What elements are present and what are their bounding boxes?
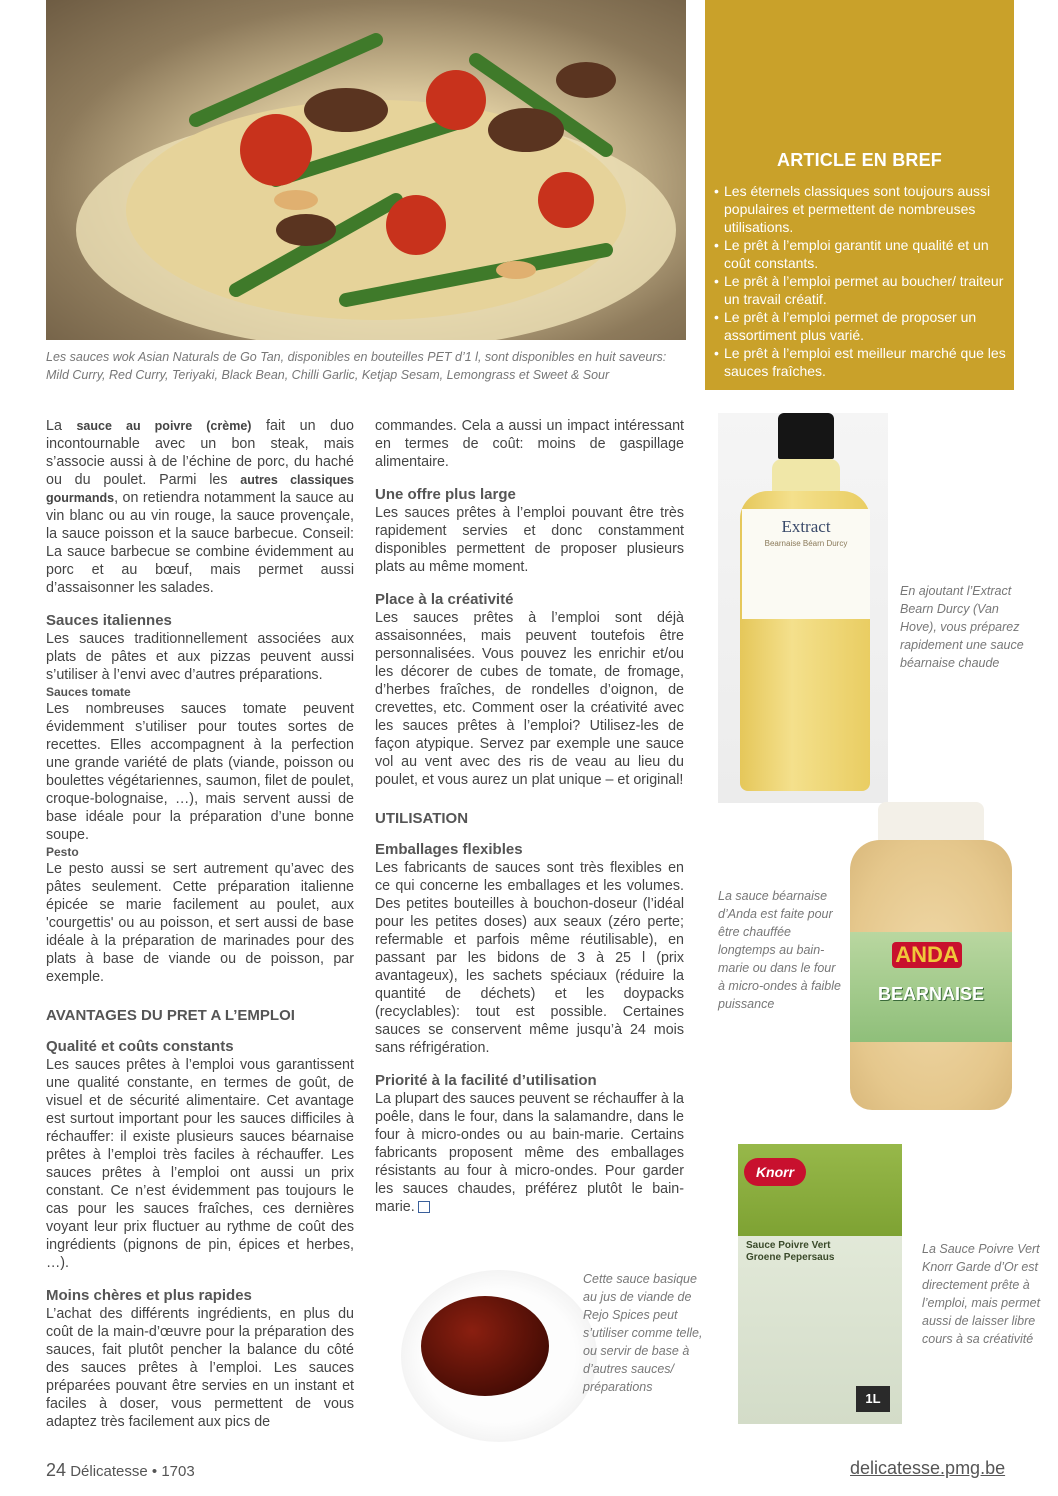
bottle-label-title: Extract: [781, 517, 831, 536]
minor-heading: Sauces tomate: [46, 685, 131, 699]
page-number: 24: [46, 1460, 67, 1480]
subheading: Priorité à la facilité d’utilisation: [375, 1072, 597, 1089]
paragraph: commandes. Cela a aussi un impact intéressant en termes de coût: moins de gaspillage alimentaire.: [375, 418, 684, 470]
subheading: Place à la créativité: [375, 591, 514, 608]
summary-item: • Le prêt à l’emploi garantit une qualité et un coût constants.: [714, 236, 1010, 272]
anda-caption: La sauce béarnaise d’Anda est faite pour être chauffée longtemps au bain-marie ou dans le four à micro-ondes à faible puissance: [718, 889, 841, 1011]
sauce-bowl-photo: [395, 1258, 600, 1448]
subheading: Sauces italiennes: [46, 612, 172, 629]
article-summary-box: [705, 0, 1014, 390]
paragraph: Les sauces prêtes à l’emploi sont déjà assaisonnées, mais peuvent toutefois être personnalisées. Vous pouvez les enrichir et/ou les décorer de cubes de tomate, de fromage, d’herbes fraîches, de rondelles d’oignon, de crevettes, etc. Comment oser la créativité avec les sauces prêtes à l’emploi? Utilisez-les de façon atypique. Servez par exemple une sauce vol au vent avec des ris de veau au lieu du poulet, et vous aurez un plat unique – et original!: [375, 610, 684, 788]
paragraph: L’achat des différents ingrédients, en plus du coût de la main-d’œuvre pour la préparation des sauces, fait plutôt pencher la balance du côté des sauces prêtes à l’emploi. Les sauces préparées pouvant être servies en un instant et faciles à doser, vous permettent de vous adaptez très facilement aux pics de: [46, 1306, 354, 1430]
paragraph: Les sauces prêtes à l’emploi vous garantissent une qualité constante, en termes de goût, de visuel et de sécurité alimentaire. Cet avantage est surtout important pour les sauces difficiles à réchauffer: il existe plusieurs sauces béarnaise prêtes à l’emploi très faciles à réchauffer. Les sauces prêtes à l’emploi ont aussi un prix constant. Ce n’est évidemment pas toujours le cas pour les sauces fraîches, ces dernières voyant leur prix fluctuer au rythme de coût des ingrédients (pignons de pin, épices et herbes, …).: [46, 1057, 354, 1271]
knorr-logo: Knorr: [744, 1158, 806, 1186]
anda-logo: ANDA: [892, 942, 962, 968]
wok-dish-illustration: [46, 0, 686, 340]
website-link[interactable]: delicatesse.pmg.be: [850, 1458, 1006, 1478]
carton-volume: 1L: [856, 1386, 890, 1412]
summary-item: • Les éternels classiques sont toujours aussi populaires et permettent de nombreuses utilisations.: [714, 182, 1010, 236]
subheading: Emballages flexibles: [375, 841, 523, 858]
subheading: Qualité et coûts constants: [46, 1038, 234, 1055]
page-footer-left: [46, 1460, 195, 1481]
hero-caption: Les sauces wok Asian Naturals de Go Tan, disponibles en bouteilles PET d’1 l, sont disponibles en huit saveurs: Mild Curry, Red Curry, Teriyaki, Black Bean, Chilli Garlic, Ketjap Sesam, Lemongrass et Sweet & Sour: [46, 350, 667, 382]
summary-item: • Le prêt à l’emploi est meilleur marché que les sauces fraîches.: [714, 344, 1010, 380]
section-heading: UTILISATION: [375, 810, 469, 827]
paragraph: La plupart des sauces peuvent se réchauffer à la poêle, dans le four, dans la salamandre, dans le four à micro-ondes ou au bain-marie. Certains fabricants proposent même des emballages résistants au four à micro-ondes. Pour garder les sauces chaudes, préférez plutôt le bain-marie.: [375, 1091, 684, 1215]
paragraph: Le pesto aussi se sert autrement qu’avec des pâtes seulement. Cette préparation italienne épicée se marie facilement au poulet, aux 'courgettis' ou au poisson, et sert aussi de base idéale à la préparation de marinades pour des plats à base de viande ou de poisson, par exemple.: [46, 861, 354, 985]
summary-list: [714, 182, 1010, 380]
subheading: Moins chères et plus rapides: [46, 1287, 252, 1304]
paragraph: Les fabricants de sauces sont très flexibles en ce qui concerne les emballages et les volumes. Des petites bouteilles à bouchon-doseur (l’idéal pour les petites doses) aux seaux (zéro perte; refermable et parfois même réutilisable), en passant par les bidons de 3 à 25 l (prix avantageux), les sachets spéciaux (réduire la quantité de déchets) et les doypacks (recyclables): tout est possible. Certaines sauces se conservent même jusqu’à 24 mois sans réfrigération.: [375, 860, 684, 1056]
bowl-sauce: [421, 1296, 549, 1396]
paragraph: Les sauces traditionnellement associées aux plats de pâtes et aux pizzas peuvent aussi s’utiliser à l’envi avec d’autres préparations.: [46, 631, 354, 683]
bottle-cap: [778, 413, 834, 459]
jar-product-name: BEARNAISE: [877, 984, 984, 1004]
end-mark-icon: [418, 1201, 430, 1213]
bottle-label-subtitle: Bearnaise Béarn Durcy: [764, 539, 848, 548]
carton-product-name: Sauce Poivre Vert Groene Pepersaus: [746, 1240, 835, 1263]
anda-jar-photo: [846, 802, 1014, 1112]
summary-item: • Le prêt à l’emploi permet de proposer un assortiment plus varié.: [714, 308, 1010, 344]
hero-photo: [46, 0, 686, 340]
summary-item: • Le prêt à l’emploi permet au boucher/ traiteur un travail créatif.: [714, 272, 1010, 308]
text-column-2: [375, 417, 684, 1216]
section-heading: AVANTAGES DU PRET A L’EMPLOI: [46, 1007, 295, 1024]
paragraph: Les sauces prêtes à l’emploi pouvant être très rapidement servies et donc constamment disponibles permettent de proposer plusieurs plats au même moment.: [375, 505, 684, 575]
paragraph: La sauce au poivre (crème) fait un duo incontournable avec un bon steak, mais s’associe aussi à de l’échine de porc, du haché ou du poulet. Parmi les autres classiques gourmands, on retiendra notamment la sauce au vin blanc ou au vin rouge, la sauce provençale, la sauce poisson et la sauce barbecue. Conseil: La sauce barbecue se combine évidemment au porc et au bœuf, mais permet aussi d’assaisonner les salades.: [46, 418, 355, 596]
paragraph: Les nombreuses sauces tomate peuvent évidemment s’utiliser pour toutes sortes de recettes. Elles accompagnent à la perfection une grande variété de plats (viande, poisson ou boulettes végétariennes, saumon, filet de poulet, croque-bolognaise, …), mais servent aussi de base idéale pour la préparation d’une bonne soupe.: [46, 701, 354, 843]
rejo-caption: Cette sauce basique au jus de viande de Rejo Spices peut s’utiliser comme telle, ou servir de base à d’autres sauces/ préparations: [583, 1272, 703, 1394]
subheading: Une offre plus large: [375, 486, 516, 503]
extract-bottle-photo: [718, 413, 888, 803]
summary-title: ARTICLE EN BREF: [777, 150, 942, 170]
magazine-issue: Délicatesse • 1703: [70, 1463, 195, 1480]
knorr-caption: La Sauce Poivre Vert Knorr Garde d’Or est directement prête à l’emploi, mais permet aussi de laisser libre cours à sa créativité: [922, 1242, 1041, 1346]
knorr-carton-photo: [738, 1132, 908, 1424]
text-column-1: [46, 417, 354, 1431]
minor-heading: Pesto: [46, 845, 79, 859]
jar-lid: [878, 802, 984, 844]
extract-caption: En ajoutant l’Extract Bearn Durcy (Van Hove), vous préparez rapidement une sauce béarnaise chaude: [900, 584, 1024, 670]
